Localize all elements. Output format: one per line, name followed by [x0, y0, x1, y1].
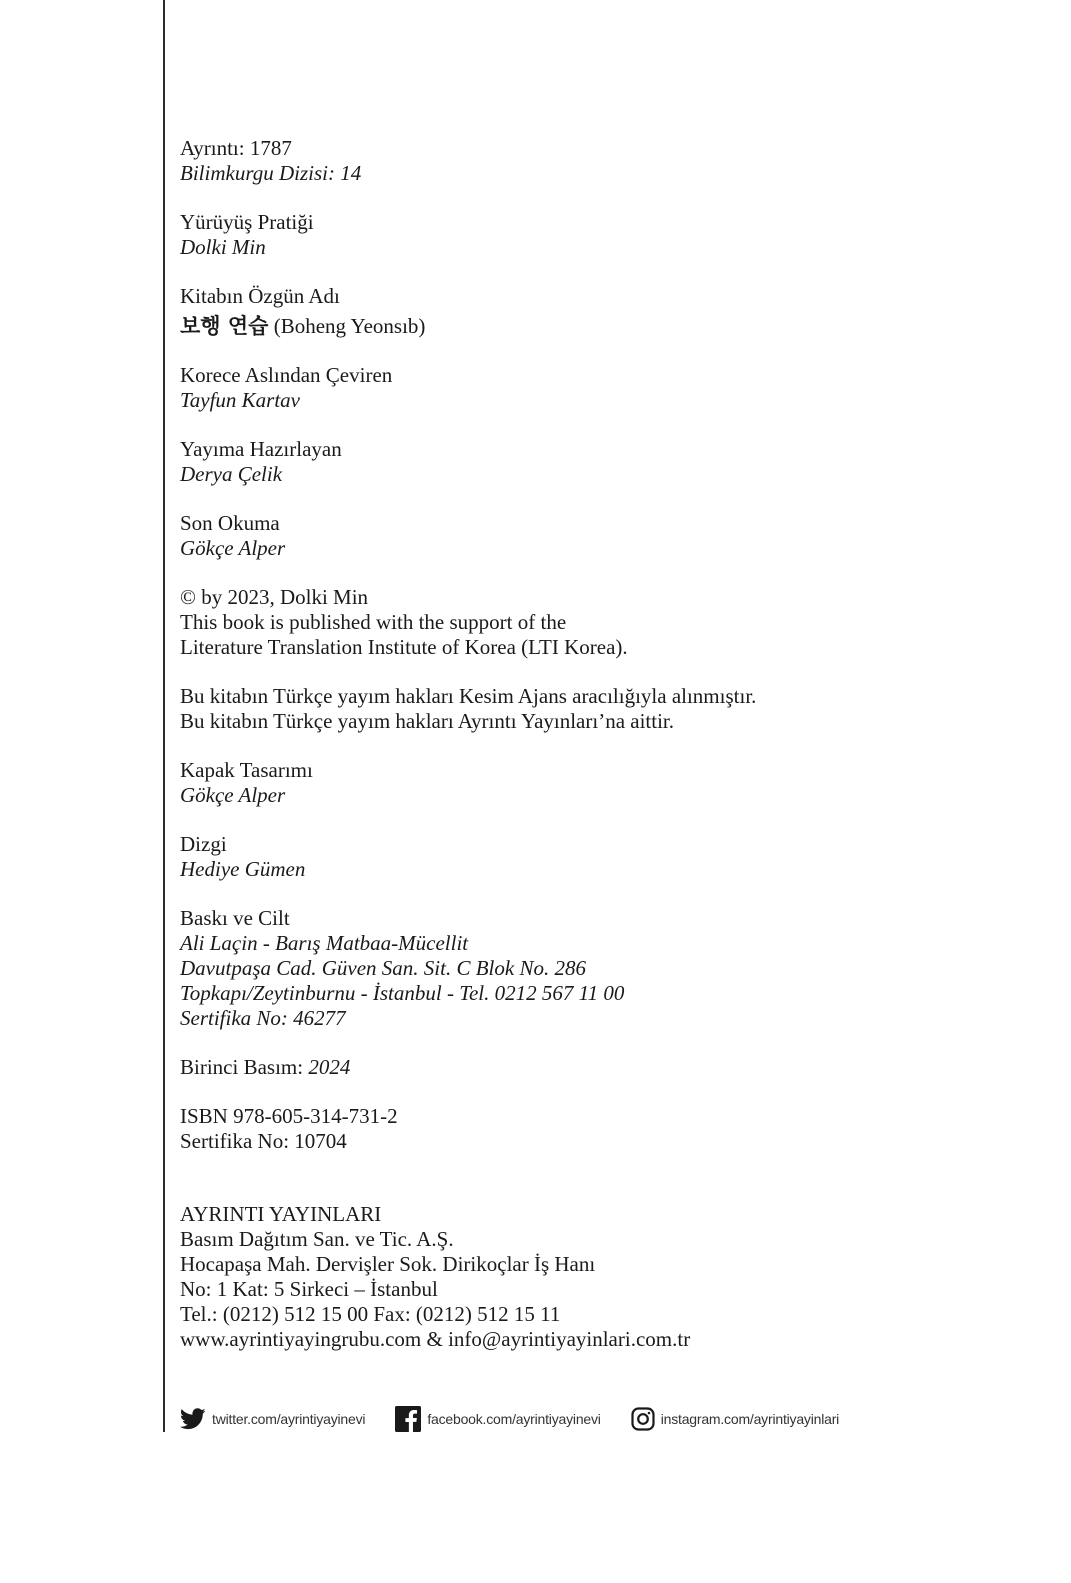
twitter-handle: twitter.com/ayrintiyayinevi: [212, 1411, 366, 1427]
printer-certificate-line: Sertifika No: 46277: [180, 1006, 346, 1030]
original-title-romanized: (Boheng Yeonsıb): [273, 314, 426, 338]
printing-block: [180, 906, 1040, 1031]
publisher-block: [180, 1202, 1040, 1352]
series-number: Ayrıntı: 1787: [180, 136, 292, 160]
facebook-f-icon: [395, 1406, 421, 1432]
edition-block: [180, 1055, 1040, 1080]
instagram-link[interactable]: [631, 1407, 839, 1431]
book-author: Dolki Min: [180, 235, 266, 259]
original-title-label: Kitabın Özgün Adı: [180, 284, 340, 308]
facebook-handle: facebook.com/ayrintiyayinevi: [427, 1411, 601, 1427]
printer-line: Ali Laçin - Barış Matbaa-Mücellit: [180, 931, 469, 955]
publisher-certificate-line: Sertifika No: 10704: [180, 1129, 347, 1153]
publisher-address-1: Hocapaşa Mah. Dervişler Sok. Dirikoçlar İş Hanı: [180, 1252, 596, 1276]
book-title: Yürüyüş Pratiği: [180, 210, 314, 234]
edition-line: [180, 1055, 1040, 1080]
cover-label: Kapak Tasarımı: [180, 758, 313, 782]
typesetting-name: Hediye Gümen: [180, 857, 306, 881]
book-block: [180, 210, 1040, 260]
publisher-company: Basım Dağıtım San. ve Tic. A.Ş.: [180, 1227, 454, 1251]
instagram-handle: instagram.com/ayrintiyayinlari: [660, 1411, 840, 1427]
support-line-2: Literature Translation Institute of Korea (LTI Korea).: [180, 635, 628, 659]
typesetting-block: [180, 832, 1040, 882]
editor-label: Yayıma Hazırlayan: [180, 437, 342, 461]
original-title-korean: 보행 연습: [180, 314, 269, 338]
original-title-value: [180, 314, 1040, 339]
gutter-divider-line: [163, 0, 165, 1432]
instagram-camera-icon: [631, 1407, 655, 1431]
publisher-address-2: No: 1 Kat: 5 Sirkeci – İstanbul: [180, 1277, 438, 1301]
imprint-page: [180, 136, 1040, 1352]
proofreading-block: [180, 511, 1040, 561]
original-title-block: [180, 284, 1040, 339]
editor-name: Derya Çelik: [180, 462, 283, 486]
copyright-block: [180, 585, 1040, 660]
social-links-row: [180, 1404, 839, 1434]
twitter-link[interactable]: [180, 1408, 365, 1430]
cover-name: Gökçe Alper: [180, 783, 286, 807]
translator-block: [180, 363, 1040, 413]
publisher-phone-fax: Tel.: (0212) 512 15 00 Fax: (0212) 512 15 11: [180, 1302, 561, 1326]
translator-name: Tayfun Kartav: [180, 388, 300, 412]
facebook-link[interactable]: [395, 1406, 600, 1432]
publisher-name: AYRINTI YAYINLARI: [180, 1202, 382, 1226]
twitter-bird-icon: [180, 1408, 206, 1430]
copyright-line: © by 2023, Dolki Min: [180, 585, 369, 609]
proofreading-name: Gökçe Alper: [180, 536, 286, 560]
edition-year: 2024: [308, 1055, 351, 1079]
translator-label: Korece Aslından Çeviren: [180, 363, 393, 387]
printer-city-phone-line: Topkapı/Zeytinburnu - İstanbul - Tel. 0212 567 11 00: [180, 981, 625, 1005]
isbn-line: ISBN 978-605-314-731-2: [180, 1104, 398, 1128]
rights-block: [180, 684, 1040, 734]
rights-line-2: Bu kitabın Türkçe yayım hakları Ayrıntı Yayınları’na aittir.: [180, 709, 675, 733]
isbn-block: [180, 1104, 1040, 1154]
printer-address-line: Davutpaşa Cad. Güven San. Sit. C Blok No. 286: [180, 956, 586, 980]
proofreading-label: Son Okuma: [180, 511, 280, 535]
typesetting-label: Dizgi: [180, 832, 227, 856]
rights-line-1: Bu kitabın Türkçe yayım hakları Kesim Ajans aracılığıyla alınmıştır.: [180, 684, 757, 708]
edition-label: Birinci Basım:: [180, 1055, 304, 1079]
support-line-1: This book is published with the support of the: [180, 610, 567, 634]
publisher-web-email: www.ayrintiyayingrubu.com & info@ayrintiyayinlari.com.tr: [180, 1327, 691, 1351]
series-block: [180, 136, 1040, 186]
series-name: Bilimkurgu Dizisi: 14: [180, 161, 362, 185]
editor-block: [180, 437, 1040, 487]
printing-label: Baskı ve Cilt: [180, 906, 290, 930]
cover-block: [180, 758, 1040, 808]
